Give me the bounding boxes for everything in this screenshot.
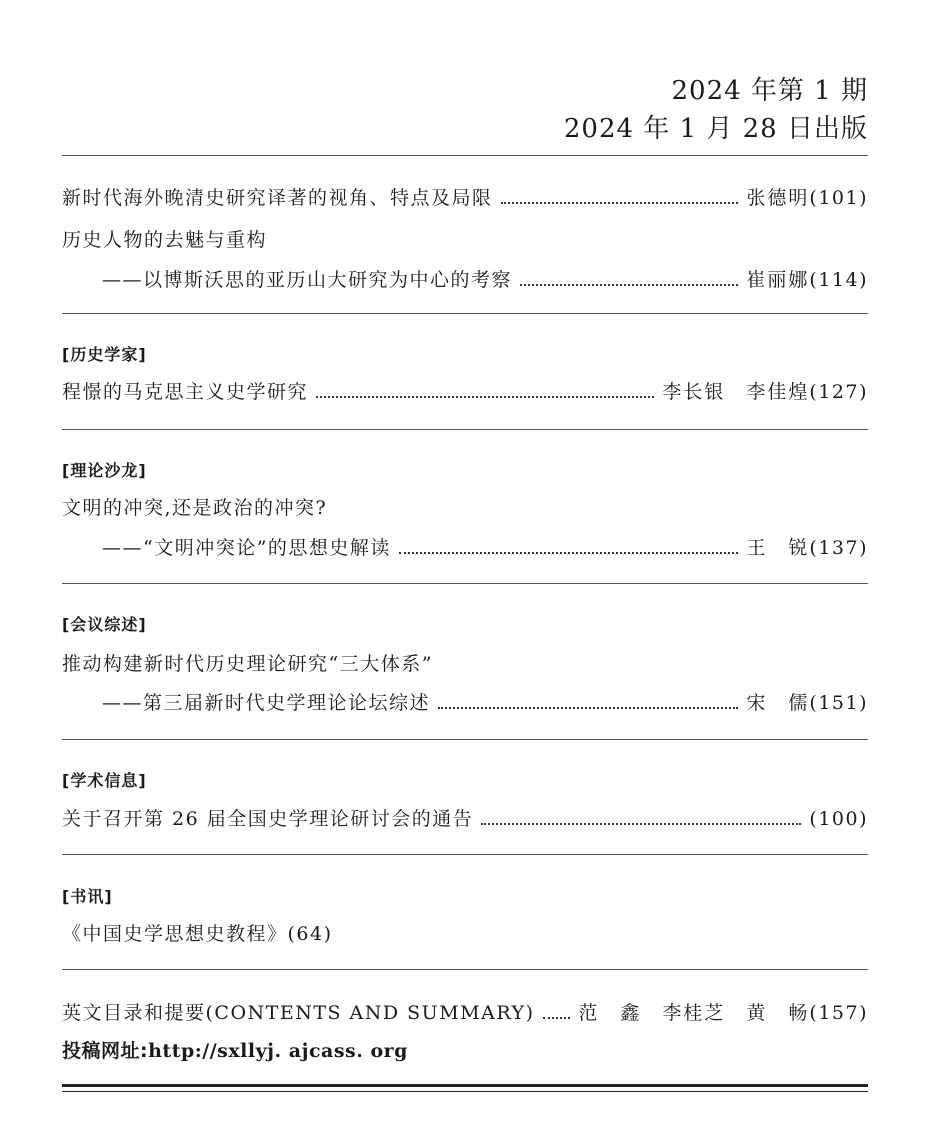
- toc-entry-title-line[interactable]: [62, 646, 868, 676]
- entry-title: 关于召开第 26 届全国史学理论研讨会的通告: [62, 808, 474, 830]
- entry-subtitle: ——“文明冲突论”的思想史解读: [102, 537, 391, 559]
- entry-page: (101): [809, 187, 868, 209]
- toc-entry-title-line[interactable]: [62, 222, 868, 252]
- toc-entry[interactable]: [102, 685, 868, 715]
- entry-title: 推动构建新时代历史理论研究“三大体系”: [62, 653, 433, 675]
- entry-title: 文明的冲突,还是政治的冲突?: [62, 497, 328, 519]
- divider: [62, 313, 868, 314]
- entry-title: 历史人物的去魅与重构: [62, 229, 268, 251]
- section-label-books: [书讯]: [62, 887, 113, 906]
- divider: [62, 854, 868, 855]
- bottom-rule-thin: [62, 1091, 868, 1092]
- toc-entry[interactable]: [102, 262, 868, 292]
- section-label-historians: [历史学家]: [62, 345, 147, 364]
- divider: [62, 429, 868, 430]
- entry-author: 王 锐: [746, 537, 810, 559]
- publication-date: 2024 年 1 月 28 日出版: [563, 114, 868, 144]
- submission-website: [62, 1036, 408, 1063]
- entry-title: 英文目录和提要(CONTENTS AND SUMMARY): [62, 1002, 535, 1024]
- entry-page: (157): [809, 1002, 868, 1024]
- divider: [62, 969, 868, 970]
- divider: [62, 155, 868, 156]
- entry-subtitle: ——以博斯沃思的亚历山大研究为中心的考察: [102, 269, 513, 291]
- section-label-conference: [会议综述]: [62, 615, 147, 634]
- entry-title: 新时代海外晚清史研究译著的视角、特点及局限: [62, 187, 493, 209]
- toc-entry[interactable]: [62, 180, 868, 210]
- entry-author: 崔丽娜: [746, 269, 810, 291]
- dot-leader: [438, 707, 738, 709]
- dot-leader: [501, 202, 739, 204]
- entry-title: 程憬的马克思主义史学研究: [62, 381, 309, 403]
- section-label-academic: [学术信息]: [62, 771, 147, 790]
- divider: [62, 739, 868, 740]
- entry-page: (151): [809, 692, 868, 714]
- toc-entry[interactable]: [62, 801, 868, 831]
- entry-author: 范 鑫 李桂芝 黄 畅: [578, 1002, 810, 1024]
- entry-page: (127): [809, 381, 868, 403]
- dot-leader: [399, 552, 738, 554]
- dot-leader: [316, 396, 654, 398]
- entry-subtitle: ——第三届新时代史学理论论坛综述: [102, 692, 431, 714]
- toc-entry-title-line[interactable]: [62, 490, 868, 520]
- dot-leader: [543, 1017, 571, 1019]
- issue-number: 2024 年第 1 期: [671, 76, 868, 106]
- entry-author: 张德明: [746, 187, 810, 209]
- entry-page: (100): [809, 808, 868, 830]
- toc-entry[interactable]: [102, 530, 868, 560]
- dot-leader: [481, 823, 801, 825]
- toc-entry[interactable]: [62, 995, 868, 1025]
- bottom-rule: [62, 1084, 868, 1087]
- entry-title: 《中国史学思想史教程》(64): [62, 923, 333, 945]
- website-label: 投稿网址:: [62, 1040, 149, 1062]
- entry-author: 李长银 李佳煌: [662, 381, 810, 403]
- entry-page: (114): [809, 269, 868, 291]
- toc-entry[interactable]: [62, 916, 868, 946]
- entry-author: 宋 儒: [746, 692, 810, 714]
- website-url-link[interactable]: http://sxllyj. ajcass. org: [148, 1040, 408, 1062]
- entry-page: (137): [809, 537, 868, 559]
- dot-leader: [520, 284, 738, 286]
- divider: [62, 583, 868, 584]
- toc-entry[interactable]: [62, 374, 868, 404]
- section-label-theory: [理论沙龙]: [62, 461, 147, 480]
